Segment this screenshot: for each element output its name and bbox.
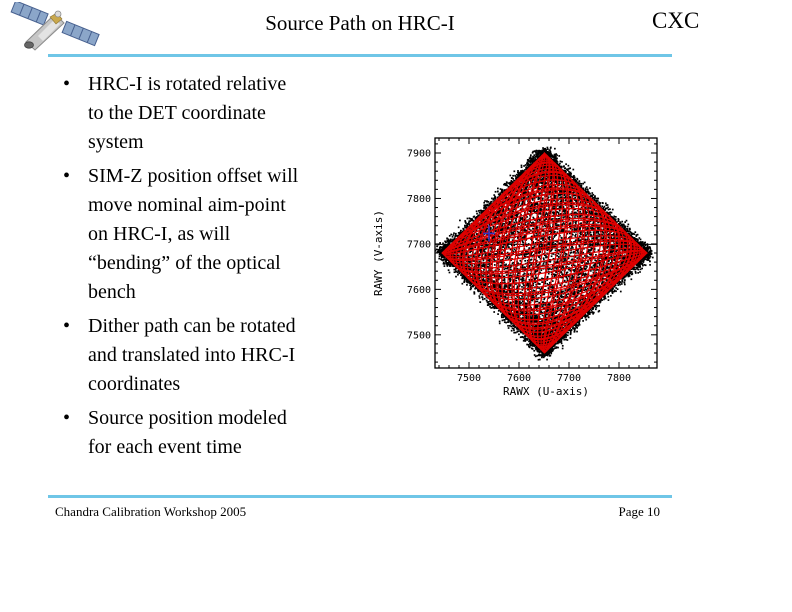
bullet-line: system [88,131,144,153]
bullet-line: Source position modeled [88,407,287,429]
bullet-item [55,162,375,307]
bullet-line: for each event time [88,436,242,458]
dither-plot [370,125,680,415]
bullet-line: Dither path can be rotated [88,315,296,337]
org-label: CXC [652,8,700,33]
bullet-line: SIM-Z position offset will [88,165,299,187]
bullet-item [55,404,375,462]
bullet-marker: • [63,407,71,429]
bullet-line: and translated into HRC-I [88,344,296,366]
bullet-item [55,70,375,157]
bullet-marker: • [63,315,71,337]
slide-title: Source Path on HRC-I [265,11,455,35]
bullet-line: move nominal aim-point [88,194,286,216]
bullet-line: bench [88,281,136,303]
bullet-line: “bending” of the optical [88,252,281,274]
footer-page-number: Page 10 [618,504,660,519]
footer-divider [48,495,672,498]
header-divider [48,54,672,57]
bullet-line: coordinates [88,373,181,395]
bullet-item [55,312,375,399]
bullet-marker: • [63,73,71,95]
bullet-marker: • [63,165,71,187]
bullet-line: HRC-I is rotated relative [88,73,287,95]
footer-workshop-label: Chandra Calibration Workshop 2005 [55,504,247,519]
bullet-line: to the DET coordinate [88,102,266,124]
bullet-line: on HRC-I, as will [88,223,231,245]
bullet-list [55,70,375,467]
